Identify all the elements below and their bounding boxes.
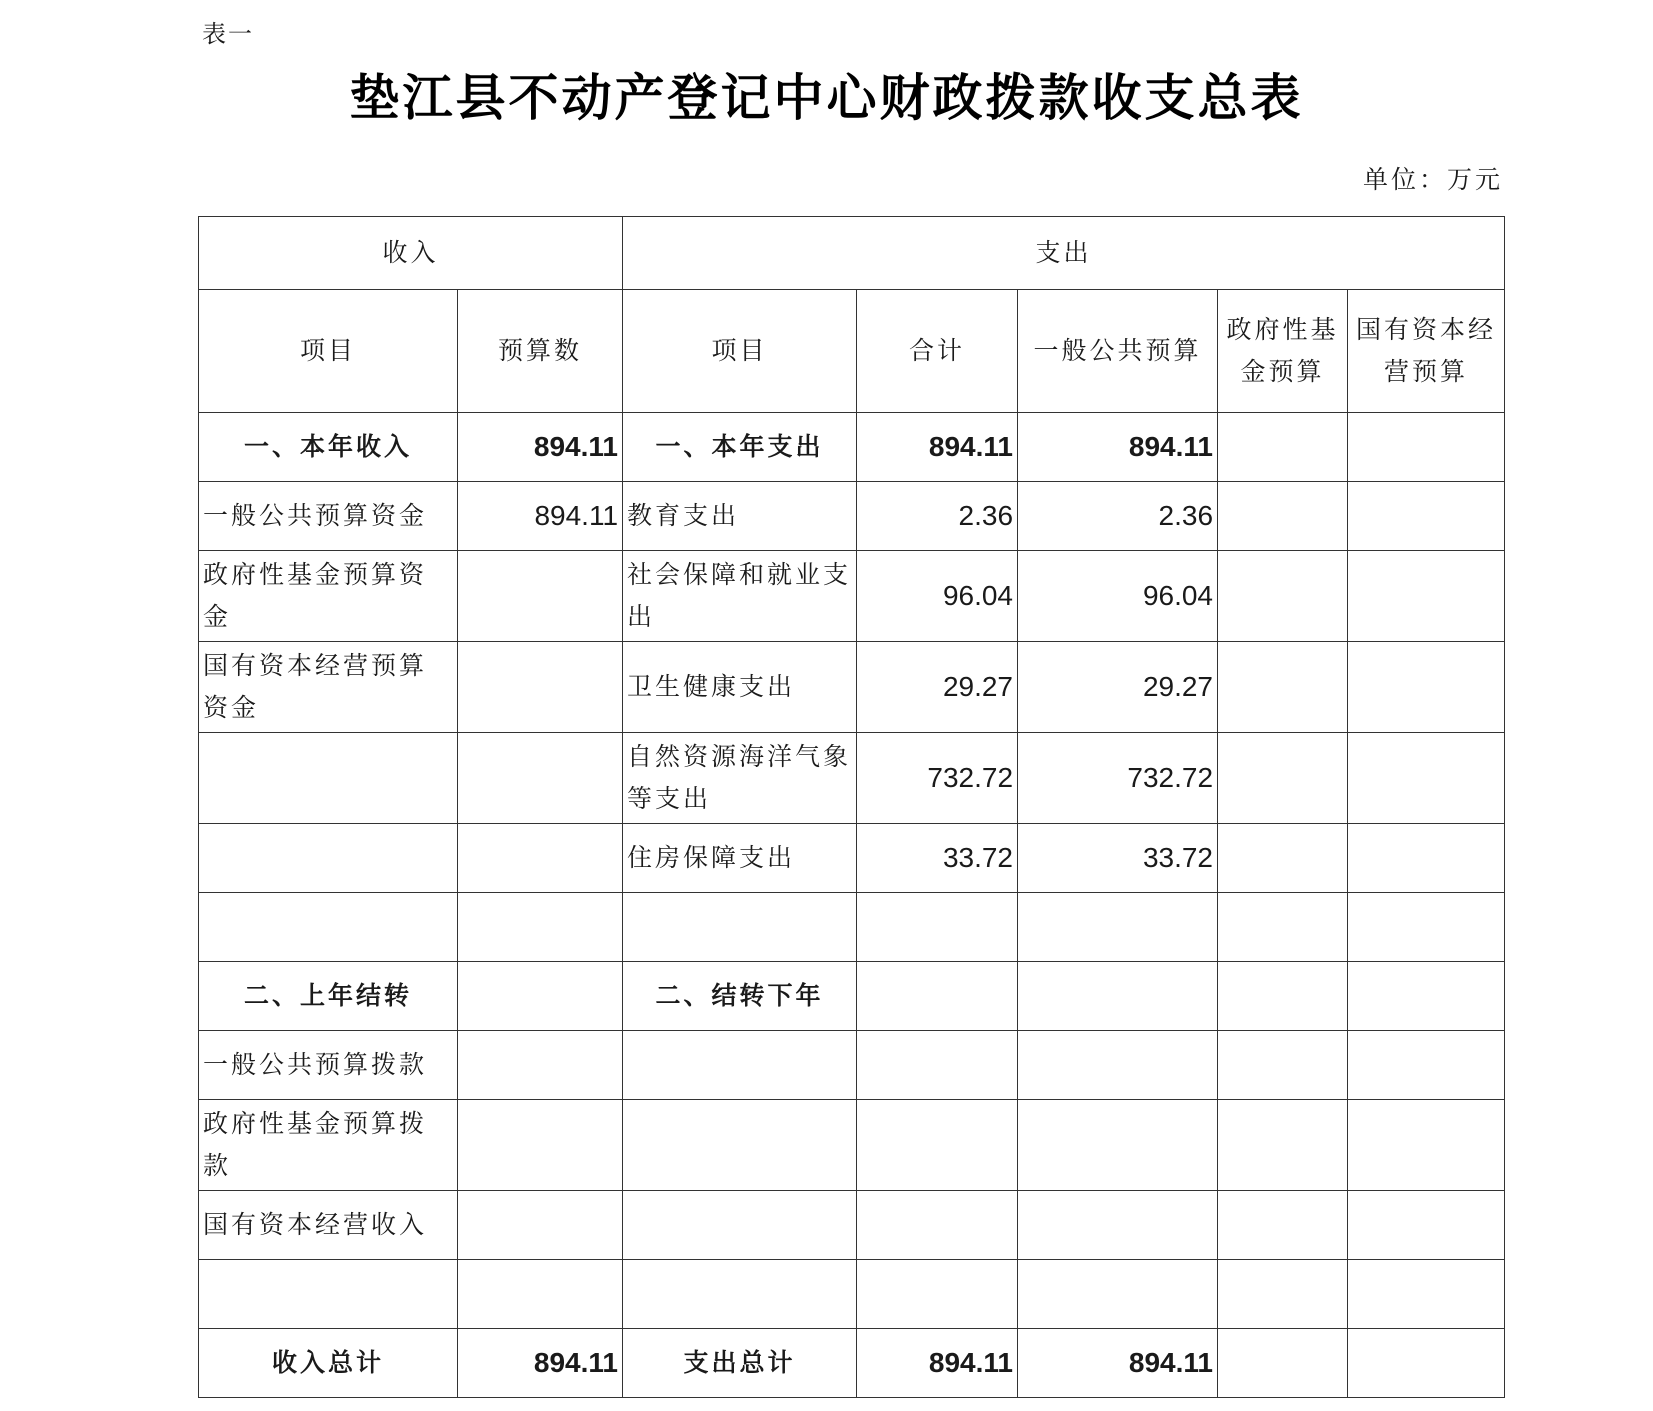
expense-state-capital <box>1348 642 1505 733</box>
table-row <box>199 413 1505 482</box>
table-row <box>199 482 1505 551</box>
expense-item: 社会保障和就业支出 <box>623 551 857 642</box>
expense-item: 卫生健康支出 <box>623 642 857 733</box>
expense-total: 96.04 <box>857 551 1018 642</box>
expense-state-capital <box>1348 962 1505 1031</box>
table-row <box>199 1191 1505 1260</box>
table-row <box>199 642 1505 733</box>
expense-item <box>623 1100 857 1191</box>
income-item: 一般公共预算资金 <box>199 482 458 551</box>
table-row <box>199 824 1505 893</box>
expense-state-capital <box>1348 1031 1505 1100</box>
expense-total: 2.36 <box>857 482 1018 551</box>
expense-general: 894.11 <box>1018 1329 1218 1398</box>
table-row <box>199 733 1505 824</box>
income-budget <box>458 824 623 893</box>
expense-general <box>1018 1191 1218 1260</box>
expense-item: 教育支出 <box>623 482 857 551</box>
income-item <box>199 824 458 893</box>
table-header-row <box>199 217 1505 290</box>
income-budget <box>458 962 623 1031</box>
expense-total <box>857 962 1018 1031</box>
expense-total <box>857 893 1018 962</box>
income-budget <box>458 733 623 824</box>
expense-state-capital <box>1348 551 1505 642</box>
income-budget <box>458 642 623 733</box>
expense-gov-fund <box>1218 893 1348 962</box>
finance-summary-table <box>198 216 1505 1398</box>
expense-gov-fund <box>1218 824 1348 893</box>
expense-total <box>857 1191 1018 1260</box>
expense-general <box>1018 1260 1218 1329</box>
income-budget: 894.11 <box>458 482 623 551</box>
income-budget: 894.11 <box>458 1329 623 1398</box>
expense-general: 33.72 <box>1018 824 1218 893</box>
expense-general: 732.72 <box>1018 733 1218 824</box>
expense-total <box>857 1260 1018 1329</box>
table-row <box>199 551 1505 642</box>
expense-total: 732.72 <box>857 733 1018 824</box>
income-item: 政府性基金预算拨款 <box>199 1100 458 1191</box>
expense-item: 住房保障支出 <box>623 824 857 893</box>
income-item: 一般公共预算拨款 <box>199 1031 458 1100</box>
page-title: 垫江县不动产登记中心财政拨款收支总表 <box>349 68 1304 127</box>
income-item <box>199 893 458 962</box>
expense-gov-fund <box>1218 413 1348 482</box>
income-budget <box>458 551 623 642</box>
expense-general <box>1018 1100 1218 1191</box>
col-income-item: 项目 <box>199 290 458 413</box>
col-income-budget: 预算数 <box>458 290 623 413</box>
expense-item <box>623 1191 857 1260</box>
expense-item: 一、本年支出 <box>623 413 857 482</box>
expense-total: 894.11 <box>857 413 1018 482</box>
table-row <box>199 1100 1505 1191</box>
expense-header: 支出 <box>623 217 1505 290</box>
table-label: 表一 <box>202 20 254 48</box>
income-item: 国有资本经营收入 <box>199 1191 458 1260</box>
expense-general: 96.04 <box>1018 551 1218 642</box>
income-budget <box>458 1100 623 1191</box>
expense-gov-fund <box>1218 1031 1348 1100</box>
expense-total <box>857 1031 1018 1100</box>
expense-general <box>1018 1031 1218 1100</box>
unit-label: 单位：万元 <box>1362 165 1503 194</box>
col-expense-item: 项目 <box>623 290 857 413</box>
income-item <box>199 1260 458 1329</box>
expense-state-capital <box>1348 1100 1505 1191</box>
income-budget <box>458 893 623 962</box>
expense-gov-fund <box>1218 1260 1348 1329</box>
expense-item <box>623 893 857 962</box>
expense-state-capital <box>1348 1329 1505 1398</box>
expense-gov-fund <box>1218 1329 1348 1398</box>
expense-state-capital <box>1348 482 1505 551</box>
col-expense-gov-fund: 政府性基金预算 <box>1218 290 1348 413</box>
income-item: 政府性基金预算资金 <box>199 551 458 642</box>
income-budget <box>458 1191 623 1260</box>
income-budget <box>458 1260 623 1329</box>
income-item: 收入总计 <box>199 1329 458 1398</box>
expense-gov-fund <box>1218 551 1348 642</box>
table-row <box>199 1031 1505 1100</box>
income-item: 一、本年收入 <box>199 413 458 482</box>
col-expense-total: 合计 <box>857 290 1018 413</box>
expense-total: 33.72 <box>857 824 1018 893</box>
expense-gov-fund <box>1218 1191 1348 1260</box>
expense-item: 自然资源海洋气象等支出 <box>623 733 857 824</box>
expense-state-capital <box>1348 413 1505 482</box>
expense-item: 二、结转下年 <box>623 962 857 1031</box>
table-row <box>199 893 1505 962</box>
expense-general: 894.11 <box>1018 413 1218 482</box>
expense-state-capital <box>1348 1191 1505 1260</box>
expense-general <box>1018 962 1218 1031</box>
income-budget <box>458 1031 623 1100</box>
income-budget: 894.11 <box>458 413 623 482</box>
table-row <box>199 962 1505 1031</box>
expense-gov-fund <box>1218 1100 1348 1191</box>
expense-state-capital <box>1348 1260 1505 1329</box>
expense-general <box>1018 893 1218 962</box>
expense-item <box>623 1260 857 1329</box>
column-header-row <box>199 290 1505 413</box>
expense-general: 2.36 <box>1018 482 1218 551</box>
expense-total <box>857 1100 1018 1191</box>
income-header: 收入 <box>199 217 623 290</box>
income-item <box>199 733 458 824</box>
expense-total: 29.27 <box>857 642 1018 733</box>
expense-total: 894.11 <box>857 1329 1018 1398</box>
expense-gov-fund <box>1218 642 1348 733</box>
expense-state-capital <box>1348 824 1505 893</box>
expense-gov-fund <box>1218 962 1348 1031</box>
expense-item: 支出总计 <box>623 1329 857 1398</box>
expense-general: 29.27 <box>1018 642 1218 733</box>
table-row <box>199 1260 1505 1329</box>
expense-item <box>623 1031 857 1100</box>
income-item: 国有资本经营预算资金 <box>199 642 458 733</box>
expense-gov-fund <box>1218 482 1348 551</box>
expense-state-capital <box>1348 733 1505 824</box>
col-expense-state-capital: 国有资本经营预算 <box>1348 290 1505 413</box>
totals-row <box>199 1329 1505 1398</box>
expense-state-capital <box>1348 893 1505 962</box>
col-expense-general: 一般公共预算 <box>1018 290 1218 413</box>
income-item: 二、上年结转 <box>199 962 458 1031</box>
expense-gov-fund <box>1218 733 1348 824</box>
